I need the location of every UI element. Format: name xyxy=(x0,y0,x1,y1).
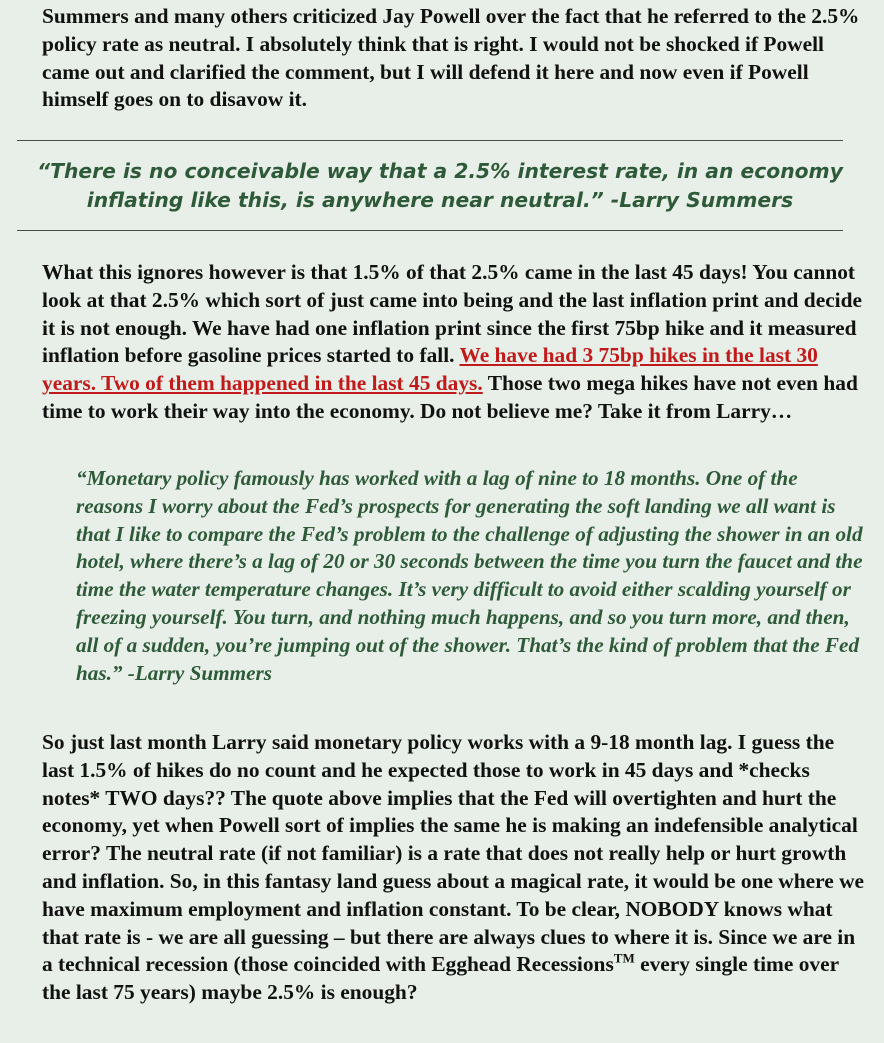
pull-quote: “There is no conceivable way that a 2.5% interest rate, in an economy inflating like this, is anywhere near neutral.” -Larry Summers xyxy=(37,159,843,212)
paragraph-text-after-trademark: every single time over the last 75 years) maybe 2.5% is enough? xyxy=(42,952,839,1005)
body-paragraph-rate-hikes xyxy=(42,259,870,426)
summers-block-quote: “Monetary policy famously has worked with a lag of nine to 18 months. One of the reasons I worry about the Fed’s prospects for generating the soft landing we all want is that I like to compare the Fed’s problem to the challenge of adjusting the shower in an old hotel, where there’s a lag of 20 or 30 seconds between the time you turn the faucet and the time the water temperature changes. It’s very difficult to avoid either scalding yourself or freezing yourself. You turn, and nothing much happens, and so you turn more, and then, all of a sudden, you’re jumping out of the shower. That’s the kind of problem that the Fed has.” -Larry Summers xyxy=(76,466,863,685)
intro-paragraph: Summers and many others criticized Jay Powell over the fact that he referred to the 2.5% policy rate as neutral. I absolutely think that is right. I would not be shocked if Powell came out and clarified the comment, but I will defend it here and now even if Powell himself goes on to disavow it. xyxy=(42,4,860,112)
paragraph-text-before-trademark: So just last month Larry said monetary policy works with a 9-18 month lag. I guess the last 1.5% of hikes do no count and he expected those to work in 45 days and *checks notes* TWO days?? The quote above implies that the Fed will overtighten and hurt the economy, yet when Powell sort of implies the same he is making an indefensible analytical error? The neutral rate (if not familiar) is a rate that does not really help or hurt growth and inflation. So, in this fantasy land guess about a magical rate, it would be one where we have maximum employment and inflation constant. To be clear, NOBODY knows what that rate is - we are all guessing – but there are always clues to where it is. Since we are in a technical recession (those coincided with Egghead Recessions xyxy=(42,730,865,977)
paragraph-text-after-link: Those two mega hikes have not even had time to work their way into the economy. Do not believe me? Take it from Larry… xyxy=(42,371,858,423)
trademark-symbol: TM xyxy=(613,950,635,966)
rate-hikes-link[interactable]: We have had 3 75bp hikes in the last 30 years. Two of them happened in the last 45 days. xyxy=(42,343,818,396)
divider-bottom xyxy=(17,230,843,231)
body-paragraph-neutral-rate xyxy=(42,729,870,1007)
divider-top xyxy=(17,140,843,141)
paragraph-text-before-link: What this ignores however is that 1.5% of that 2.5% came in the last 45 days! You cannot look at that 2.5% which sort of just came into being and the last inflation print and decide it is not enough. We have had one inflation print since the first 75bp hike and it measured inflation before gasoline prices started to fall. xyxy=(42,260,863,368)
